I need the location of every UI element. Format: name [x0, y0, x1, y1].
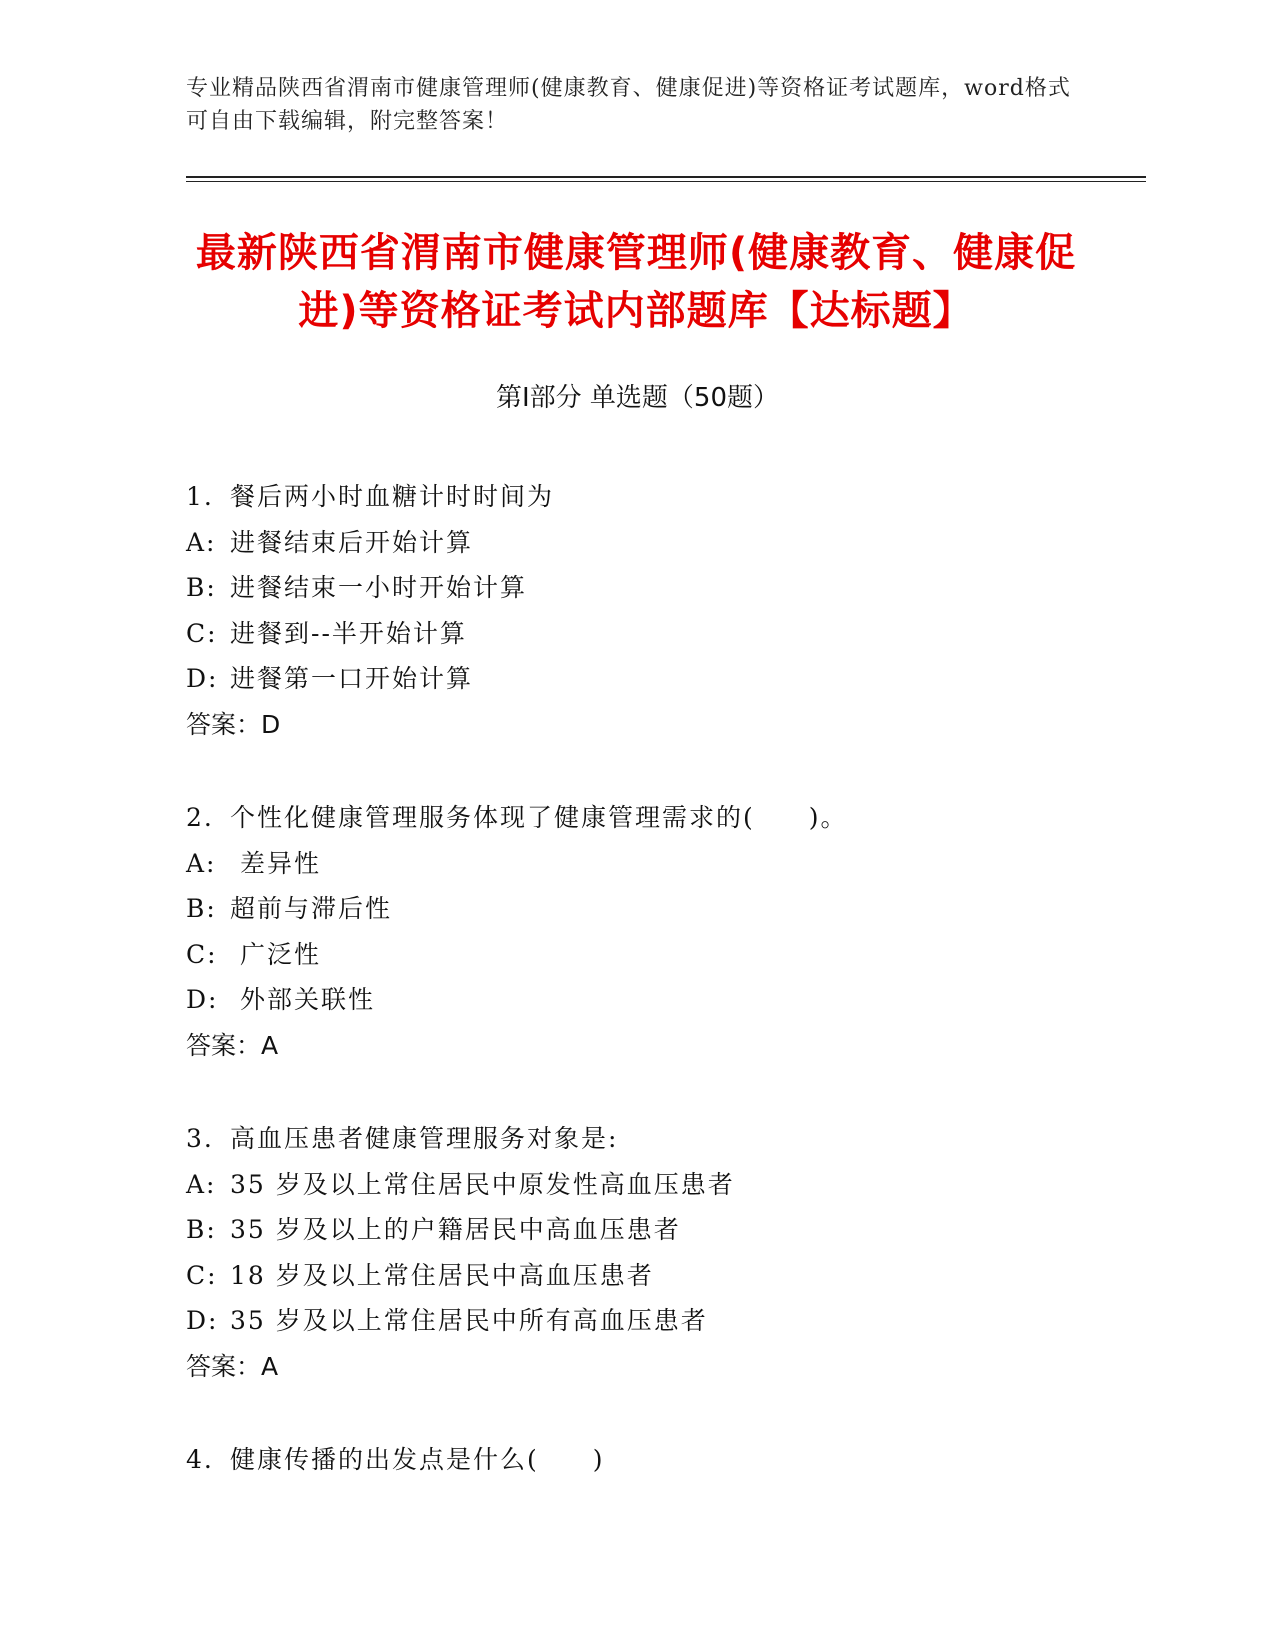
option-text: 35 岁及以上常住居民中所有高血压患者 — [230, 1306, 708, 1335]
option-key: D: — [186, 664, 219, 693]
question-2 — [186, 795, 1146, 1068]
option-key: A: — [186, 1169, 217, 1199]
question-stem — [186, 795, 1146, 841]
option-a — [186, 520, 1146, 566]
question-stem — [186, 474, 1146, 520]
question-stem — [186, 1437, 1146, 1483]
question-list — [186, 474, 1146, 1531]
option-d — [186, 977, 1146, 1023]
option-key: B: — [186, 894, 217, 923]
answer: 答案：D — [186, 709, 281, 739]
option-key: A: — [186, 848, 217, 878]
question-text: 餐后两小时血糖计时时间为 — [230, 482, 555, 511]
header-rule-thin — [186, 181, 1146, 182]
option-key: D: — [186, 985, 219, 1014]
header-note: 专业精品陕西省渭南市健康管理师(健康教育、健康促进)等资格证考试题库，word格式可自由下载编辑，附完整答案！ — [186, 76, 1071, 134]
question-text: 高血压患者健康管理服务对象是: — [230, 1124, 619, 1153]
option-b — [186, 1207, 1146, 1253]
option-text: 进餐结束一小时开始计算 — [230, 573, 528, 602]
option-a — [186, 1162, 1146, 1208]
question-stem — [186, 1116, 1146, 1162]
option-key: B: — [186, 1215, 217, 1244]
question-number: 4. — [186, 1445, 214, 1474]
option-b — [186, 886, 1146, 932]
option-text: 进餐到--半开始计算 — [230, 618, 467, 648]
option-text: 外部关联性 — [230, 985, 375, 1014]
option-text: 35 岁及以上的户籍居民中高血压患者 — [230, 1215, 681, 1244]
option-key: A: — [186, 527, 217, 557]
question-4 — [186, 1437, 1146, 1483]
option-c — [186, 611, 1146, 657]
option-key: C: — [186, 618, 218, 648]
option-key: B: — [186, 573, 217, 602]
option-text: 差异性 — [230, 848, 321, 878]
option-text: 广泛性 — [230, 939, 321, 969]
option-key: D: — [186, 1306, 219, 1335]
option-c — [186, 932, 1146, 978]
option-c — [186, 1253, 1146, 1299]
option-d — [186, 1298, 1146, 1344]
question-number: 3. — [186, 1124, 214, 1153]
question-number: 2. — [186, 803, 214, 832]
question-3 — [186, 1116, 1146, 1389]
answer: 答案：A — [186, 1351, 279, 1381]
answer: 答案：A — [186, 1030, 279, 1060]
option-key: C: — [186, 1260, 218, 1290]
option-text: 进餐第一口开始计算 — [230, 664, 474, 693]
document-title: 最新陕西省渭南市健康管理师(健康教育、健康促进)等资格证考试内部题库【达标题】 — [195, 230, 1077, 334]
question-text: 健康传播的出发点是什么( ) — [230, 1445, 605, 1474]
option-key: C: — [186, 939, 218, 969]
question-1 — [186, 474, 1146, 747]
question-number: 1. — [186, 482, 214, 511]
option-text: 超前与滞后性 — [230, 894, 393, 923]
option-text: 18 岁及以上常住居民中高血压患者 — [230, 1260, 654, 1290]
option-b — [186, 565, 1146, 611]
option-text: 35 岁及以上常住居民中原发性高血压患者 — [230, 1169, 735, 1199]
option-text: 进餐结束后开始计算 — [230, 527, 474, 557]
question-text: 个性化健康管理服务体现了健康管理需求的( )。 — [230, 803, 848, 832]
section-title: 第Ⅰ部分 单选题（50题） — [495, 383, 780, 413]
option-d — [186, 656, 1146, 702]
header-rule-thick — [186, 176, 1146, 178]
option-a — [186, 841, 1146, 887]
